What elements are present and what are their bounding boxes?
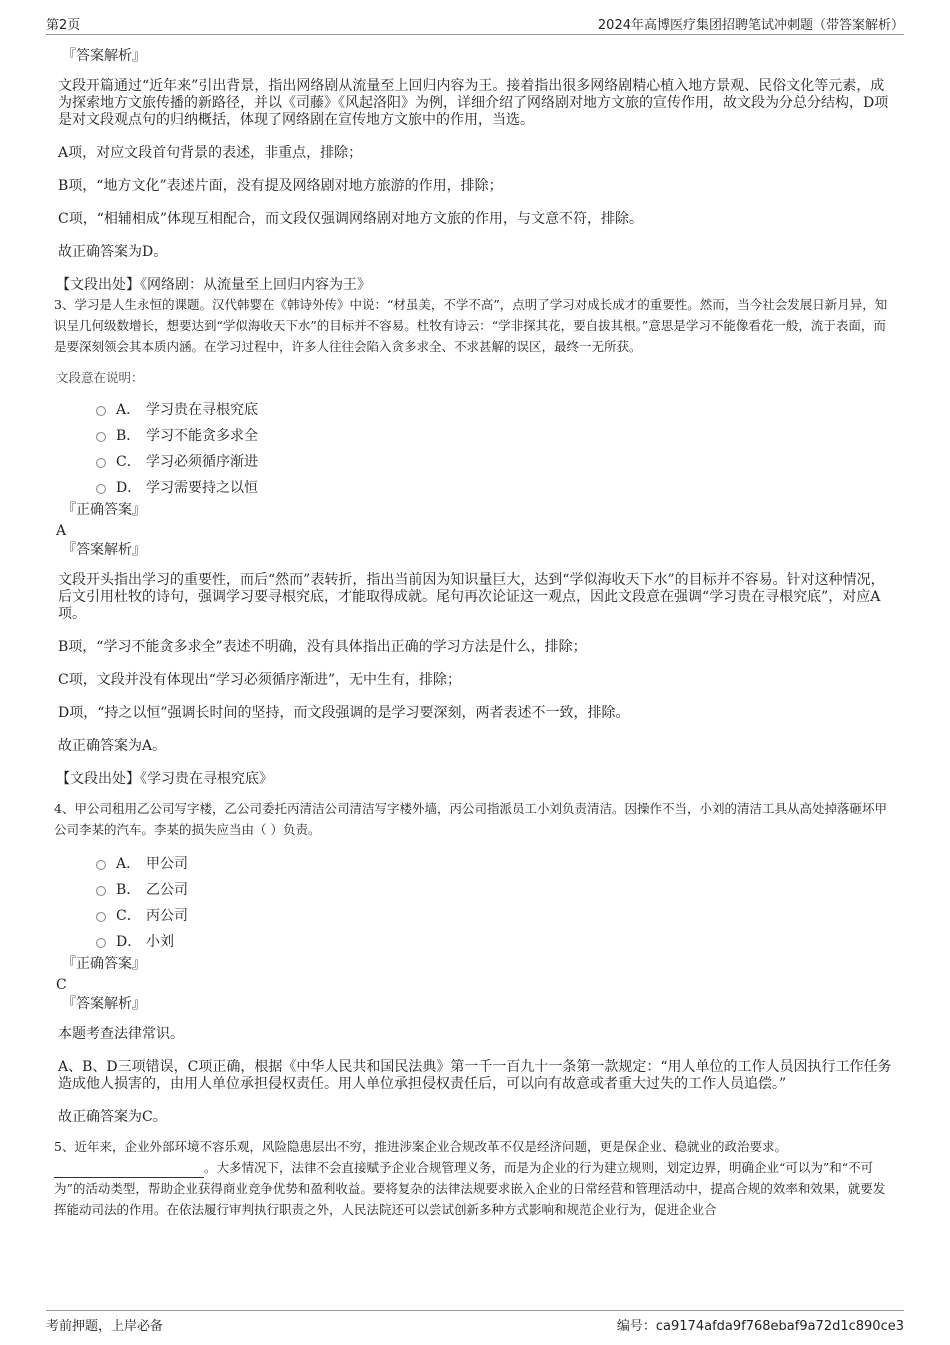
- radio-icon[interactable]: [96, 432, 106, 442]
- document-id: 编号：ca9174afda9f768ebaf9a72d1c890ce3: [616, 1319, 904, 1334]
- question-stem: 4、甲公司租用乙公司写字楼，乙公司委托丙清洁公司清洁写字楼外墙，丙公司指派员工小刘负责清洁。因操作不当，小刘的清洁工具从高处掉落砸坏甲公司李某的汽车。李某的损失应当由（ ）负责。: [54, 801, 887, 837]
- analysis-paragraph: 文段开篇通过“近年来”引出背景，指出网络剧从流量至上回归内容为王。接着指出很多网络剧精心植入地方景观、民俗文化等元素，成为探索地方文旅传播的新路径，并以《司藤》《风起洛阳》为例，详细介绍了网络剧对地方文旅的宣传作用，故文段为分总分结构，D项是对文段观点句的归纳概括，体现了网络剧在宣传地方文旅中的作用，当选。: [58, 78, 889, 128]
- radio-icon[interactable]: [96, 860, 106, 870]
- answer-conclusion: 故正确答案为C。: [58, 1109, 167, 1125]
- analysis-paragraph: 本题考查法律常识。: [58, 1026, 184, 1042]
- radio-icon[interactable]: [96, 458, 106, 468]
- analysis-paragraph: C项，“相辅相成”体现互相配合，而文段仅强调网络剧对地方文旅的作用，与文意不符，排除。: [58, 211, 644, 227]
- analysis-paragraph: A项，对应文段首句背景的表述，非重点，排除；: [58, 145, 363, 161]
- analysis-paragraph: B项，“学习不能贪多求全”表述不明确，没有具体指出正确的学习方法是什么，排除；: [58, 639, 587, 655]
- option-b[interactable]: B． 学习不能贪多求全: [96, 422, 896, 448]
- source-citation: 【文段出处】《学习贵在寻根究底》: [56, 771, 273, 787]
- document-body: [56, 46, 896, 1220]
- radio-icon[interactable]: [96, 912, 106, 922]
- question-stem: 5、近年来，企业外部环境不容乐观，风险隐患层出不穷，推进涉案企业合规改革不仅是经济问题，更是保企业、稳就业的政治要求。 。大多情况下，法律不会直接赋予企业合规管理义务，而是为企业的行为建立规则，划定边界，明确企业“可以为”和“不可为”的活动类型，帮助企业获得商业竞争优势和盈利收益。要将复杂的法律法规要求嵌入企业的日常经营和管理活动中，提高合规的效率和效果，就要发挥能动司法的作用。在依法履行审判执行职责之外，人民法院还可以尝试创新多种方式影响和规范企业行为，促进企业合: [54, 1139, 886, 1217]
- analysis-paragraph: A、B、D三项错误，C项正确，根据《中华人民共和国民法典》第一千一百九十一条第一款规定：“用人单位的工作人员因执行工作任务造成他人损害的，由用人单位承担侵权责任。用人单位承担侵权责任后，可以向有故意或者重大过失的工作人员追偿。”: [58, 1059, 892, 1092]
- page-header: [46, 14, 904, 35]
- analysis-paragraph: C项，文段并没有体现出“学习必须循序渐进”，无中生有，排除；: [58, 672, 462, 688]
- correct-answer: C: [56, 977, 67, 993]
- answer-conclusion: 故正确答案为A。: [58, 738, 167, 754]
- option-a[interactable]: A． 学习贵在寻根究底: [96, 396, 896, 422]
- option-c[interactable]: C． 学习必须循序渐进: [96, 448, 896, 474]
- source-citation: 【文段出处】《网络剧：从流量至上回归内容为王》: [56, 277, 371, 293]
- radio-icon[interactable]: [96, 938, 106, 948]
- option-b[interactable]: B． 乙公司: [96, 876, 896, 902]
- analysis-tag: 『答案解析』: [62, 996, 146, 1012]
- option-c[interactable]: C． 丙公司: [96, 902, 896, 928]
- analysis-paragraph: B项，“地方文化”表述片面，没有提及网络剧对地方旅游的作用，排除；: [58, 178, 503, 194]
- options-list: [96, 396, 896, 500]
- radio-icon[interactable]: [96, 406, 106, 416]
- analysis-tag: 『答案解析』: [62, 542, 146, 558]
- question-prompt: 文段意在说明：: [56, 370, 144, 385]
- correct-answer: A: [56, 523, 67, 539]
- analysis-tag: 『答案解析』: [62, 48, 146, 64]
- option-d[interactable]: D． 学习需要持之以恒: [96, 474, 896, 500]
- option-d[interactable]: D． 小刘: [96, 928, 896, 954]
- options-list: [96, 850, 896, 954]
- radio-icon[interactable]: [96, 886, 106, 896]
- analysis-paragraph: D项，“持之以恒”强调长时间的坚持，而文段强调的是学习要深刻，两者表述不一致，排除。: [58, 705, 630, 721]
- question-stem: 3、学习是人生永恒的课题。汉代韩婴在《韩诗外传》中说：“材虽美，不学不高”，点明了学习对成长成才的重要性。然而，当今社会发展日新月异，知识呈几何级数增长，想要达到“学似海收天下水”的目标并不容易。杜牧有诗云：“学非探其花，要自拔其根。”意思是学习不能像看花一般，流于表面，而是要深刻领会其本质内涵。在学习过程中，许多人往往会陷入贪多求全、不求甚解的误区，最终一无所获。: [54, 297, 888, 354]
- fill-in-blank: [54, 1165, 204, 1178]
- page-number: 第2页: [46, 18, 81, 33]
- radio-icon[interactable]: [96, 484, 106, 494]
- document-title: 2024年高博医疗集团招聘笔试冲刺题（带答案解析）: [597, 18, 904, 33]
- page-footer: [46, 1310, 904, 1334]
- footer-slogan: 考前押题，上岸必备: [46, 1319, 164, 1334]
- answer-conclusion: 故正确答案为D。: [58, 244, 168, 260]
- answer-tag: 『正确答案』: [62, 502, 146, 518]
- analysis-paragraph: 文段开头指出学习的重要性，而后“然而”表转折，指出当前因为知识量巨大，达到“学似海收天下水”的目标并不容易。针对这种情况，后文引用杜牧的诗句，强调学习要寻根究底，才能取得成就。尾句再次论证这一观点，因此文段意在强调“学习贵在寻根究底”，对应A项。: [58, 572, 885, 622]
- option-a[interactable]: A． 甲公司: [96, 850, 896, 876]
- answer-tag: 『正确答案』: [62, 956, 146, 972]
